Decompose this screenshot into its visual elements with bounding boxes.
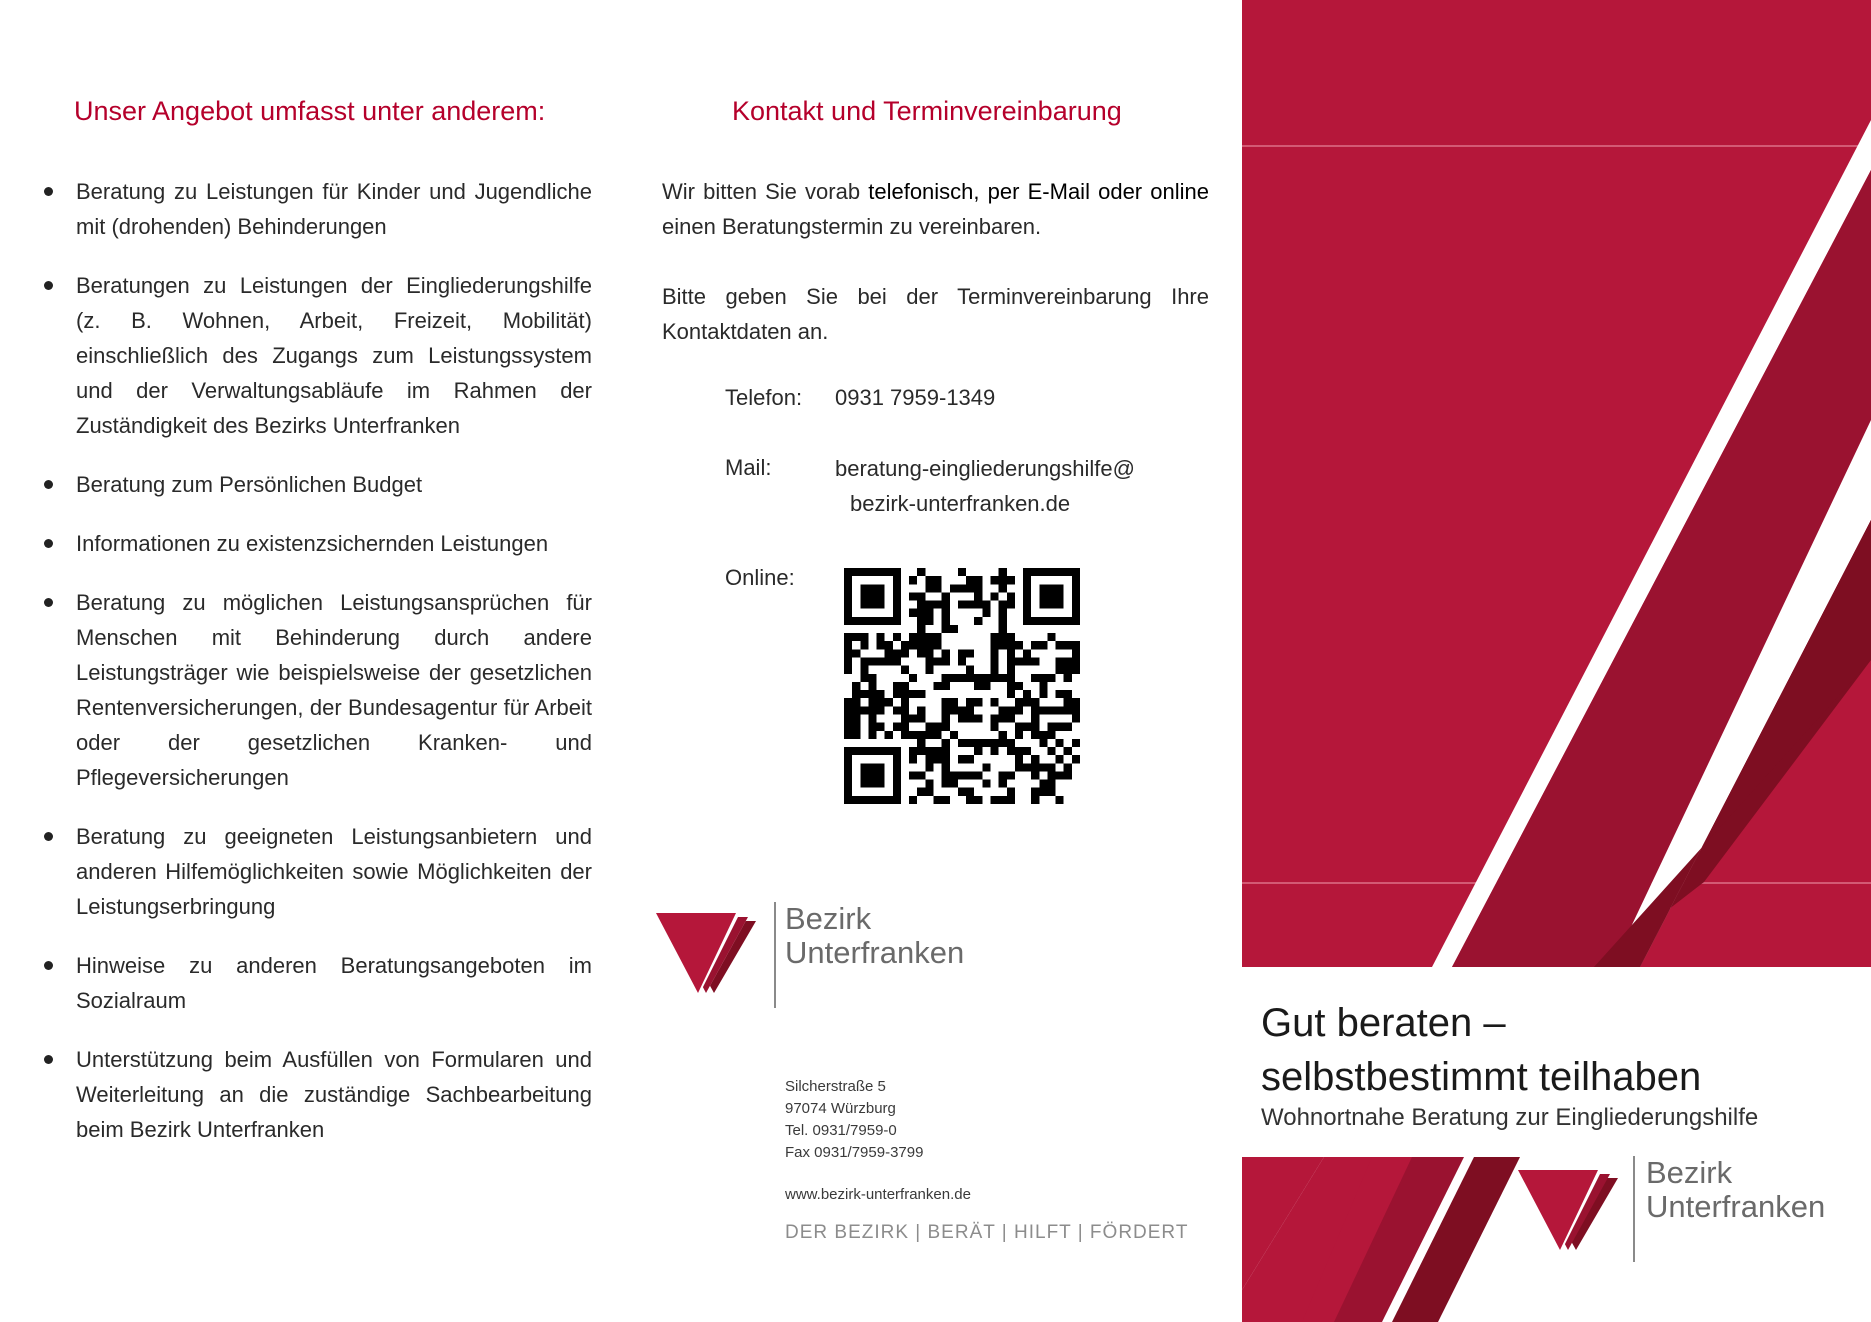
address-fax: Fax 0931/7959-3799: [785, 1144, 924, 1161]
logo-separator: [774, 902, 776, 1008]
phone-label: Telefon:: [725, 385, 803, 410]
offers-panel: [0, 0, 620, 1322]
qr-code[interactable]: [844, 568, 1080, 804]
list-item: Beratung zu möglichen Leistungsansprüchen für Menschen mit Behinderung durch andere Leistungsträger wie beispielsweise der gesetzlichen Rentenversicherungen, der Bundesagentur für Arbeit oder der gesetzlichen Kranken- und Pflegeversicherungen: [40, 585, 592, 795]
logo-line2: Unterfranken: [1646, 1189, 1826, 1224]
website-link[interactable]: www.bezirk-unterfranken.de: [785, 1186, 971, 1203]
logo-line1: Bezirk: [1646, 1155, 1733, 1190]
mail-address-line2: bezirk-unterfranken.de: [850, 491, 1071, 516]
contact-intro-text-end: einen Beratungstermin zu vereinbaren.: [662, 214, 1042, 239]
cover-title-line1: Gut beraten –: [1261, 1001, 1506, 1045]
address-block: [785, 1076, 923, 1164]
list-item: Beratung zu geeigneten Leistungsanbietern und anderen Hilfemöglichkeiten sowie Möglichkeiten der Leistungserbringung: [40, 819, 592, 924]
contact-methods: telefonisch, per E-Mail oder online: [868, 179, 1210, 204]
logo-line2: Unterfranken: [785, 935, 965, 970]
list-item: Beratungen zu Leistungen der Eingliederungshilfe (z. B. Wohnen, Arbeit, Freizeit, Mobilität) einschließlich des Zugangs zum Leistungssystem und der Verwaltungsabläufe im Rahmen der Zuständigkeit des Bezirks Unterfranken: [40, 268, 592, 443]
online-label: Online:: [725, 565, 795, 590]
contact-intro: [662, 174, 1209, 244]
mail-label: Mail:: [725, 455, 772, 480]
cover-panel: [1242, 0, 1871, 1322]
phone-number[interactable]: 0931 7959-1349: [835, 385, 996, 410]
list-item: Unterstützung beim Ausfüllen von Formularen und Weiterleitung an die zuständige Sachbearbeitung beim Bezirk Unterfranken: [40, 1042, 592, 1147]
offers-heading: Unser Angebot umfasst unter anderem:: [74, 96, 546, 126]
cover-title-line2: selbstbestimmt teilhaben: [1261, 1055, 1702, 1099]
contact-instructions: Bitte geben Sie bei der Terminvereinbarung Ihre Kontaktdaten an.: [662, 284, 1209, 344]
logo-separator: [1633, 1156, 1635, 1262]
tagline: DER BEZIRK | BERÄT | HILFT | FÖRDERT: [785, 1222, 1189, 1243]
address-tel: Tel. 0931/7959-0: [785, 1122, 897, 1139]
offers-list: [40, 174, 592, 1171]
bezirk-logo-mark: [656, 913, 761, 1003]
logo-wordmark: [1646, 1156, 1825, 1224]
list-item: Beratung zum Persönlichen Budget: [40, 467, 592, 502]
list-item: Beratung zu Leistungen für Kinder und Jugendliche mit (drohenden) Behinderungen: [40, 174, 592, 244]
cover-subtitle: Wohnortnahe Beratung zur Eingliederungshilfe: [1261, 1104, 1759, 1131]
mail-address[interactable]: [835, 451, 1135, 521]
contact-intro-text: Wir bitten Sie vorab: [662, 179, 869, 204]
logo-wordmark: [785, 902, 964, 970]
address-city: 97074 Würzburg: [785, 1100, 896, 1117]
list-item: Informationen zu existenzsichernden Leistungen: [40, 526, 592, 561]
list-item: Hinweise zu anderen Beratungsangeboten im Sozialraum: [40, 948, 592, 1018]
contact-heading: Kontakt und Terminvereinbarung: [732, 96, 1122, 126]
bezirk-logo-mark: [1518, 1170, 1623, 1260]
address-street: Silcherstraße 5: [785, 1078, 886, 1095]
contact-panel: [620, 0, 1242, 1322]
logo-line1: Bezirk: [785, 901, 872, 936]
mail-address-line1: beratung-eingliederungshilfe@: [835, 456, 1135, 481]
